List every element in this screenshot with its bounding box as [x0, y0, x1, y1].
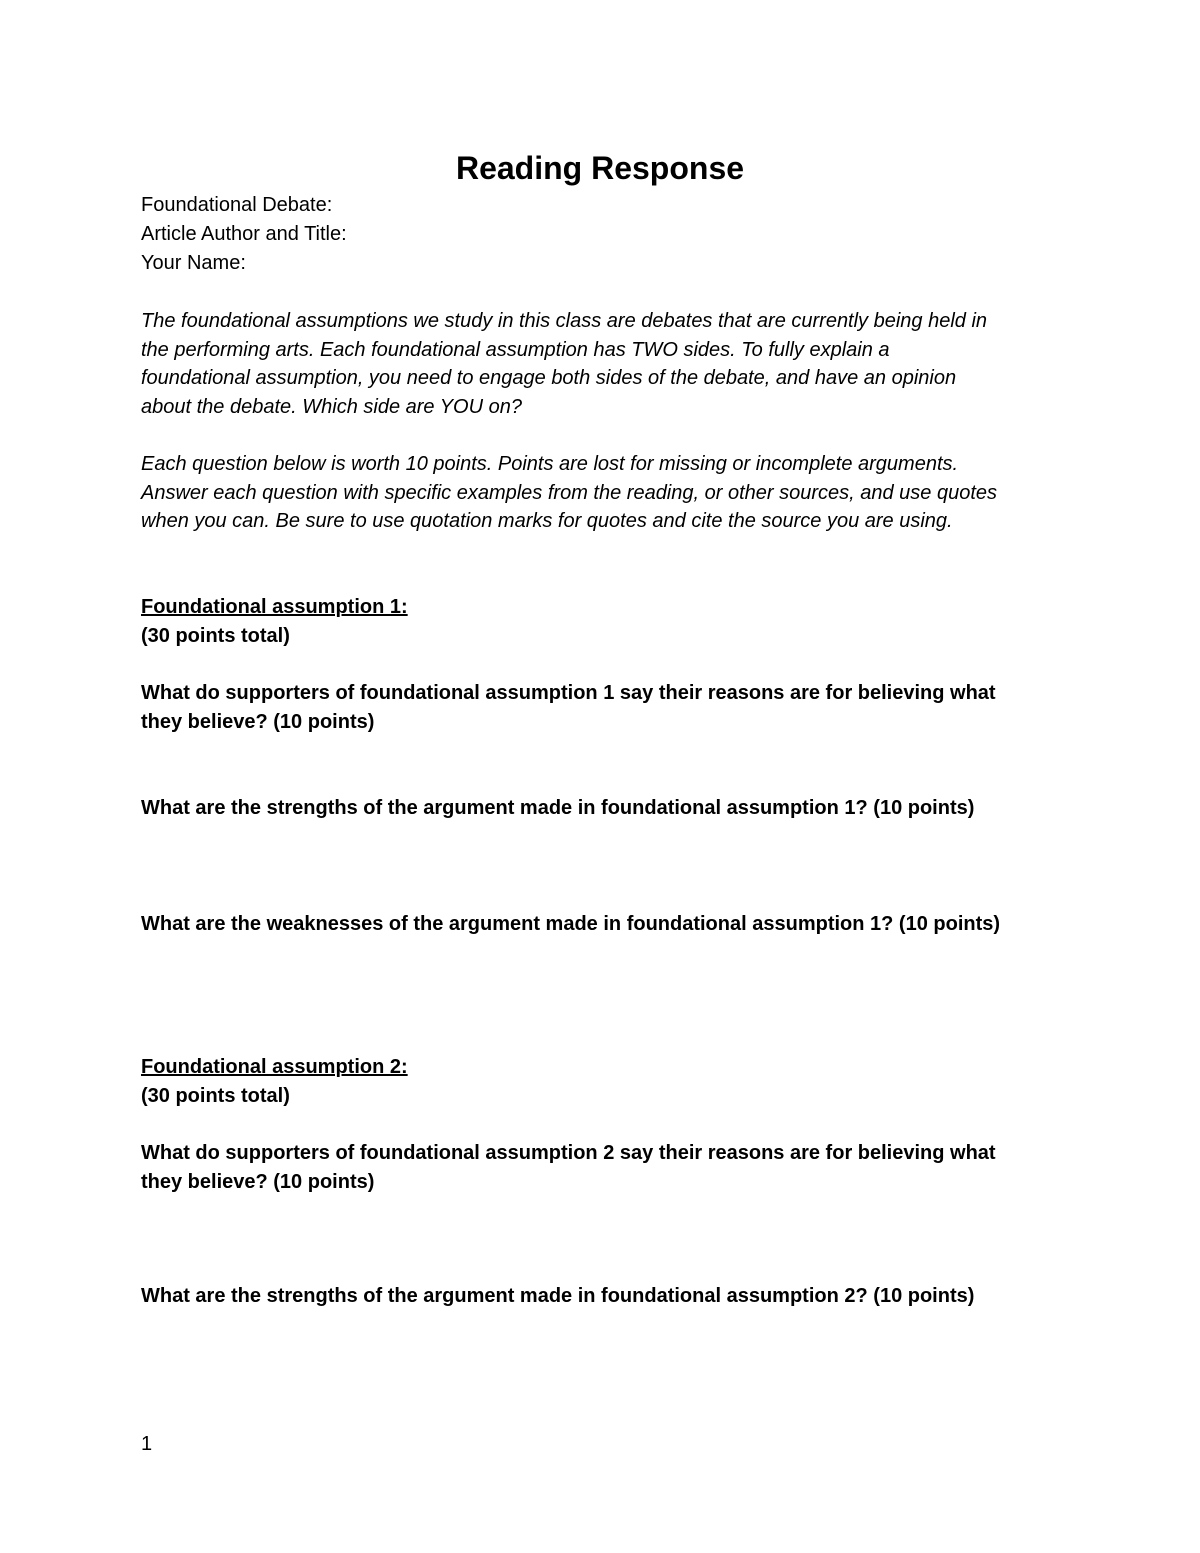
intro-line: the performing arts. Each foundational assumption has TWO sides. To fully explain a [141, 338, 890, 361]
section2-question-strengths [141, 1282, 1066, 1311]
question-line: they believe? (10 points) [141, 1170, 375, 1193]
section1-points-total: (30 points total) [141, 625, 290, 647]
question-line: What are the strengths of the argument made in foundational assumption 1? (10 points) [141, 797, 975, 819]
intro-line: foundational assumption, you need to engage both sides of the debate, and have an opinion [141, 367, 957, 390]
question-line: What are the weaknesses of the argument made in foundational assumption 1? (10 points) [141, 913, 1001, 935]
question-line: they believe? (10 points) [141, 710, 375, 733]
section2-question-supporters [141, 1139, 1066, 1196]
section2-heading: Foundational assumption 2: [141, 1056, 408, 1078]
article-author-title-label: Article Author and Title: [141, 223, 347, 245]
section1-question-supporters [141, 679, 1066, 736]
section1-question-strengths [141, 794, 1066, 823]
page-title: Reading Response [455, 150, 745, 186]
your-name-label: Your Name: [141, 252, 246, 274]
instructions-line: when you can. Be sure to use quotation marks for quotes and cite the source you are using. [141, 510, 953, 533]
instructions-line: Each question below is worth 10 points. Points are lost for missing or incomplete arguments. [141, 453, 959, 475]
instructions-paragraph [141, 450, 1066, 536]
page-number: 1 [141, 1433, 153, 1455]
foundational-debate-label: Foundational Debate: [141, 194, 333, 216]
section2-points-total: (30 points total) [141, 1085, 290, 1107]
intro-line: The foundational assumptions we study in this class are debates that are currently being held in [141, 310, 988, 332]
question-line: What are the strengths of the argument made in foundational assumption 2? (10 points) [141, 1285, 975, 1307]
instructions-line: Answer each question with specific examples from the reading, or other sources, and use quotes [141, 481, 998, 504]
intro-paragraph [141, 307, 1066, 421]
question-line: What do supporters of foundational assumption 1 say their reasons are for believing what [141, 682, 996, 704]
section1-question-weaknesses [141, 910, 1066, 939]
question-line: What do supporters of foundational assumption 2 say their reasons are for believing what [141, 1142, 996, 1164]
intro-line: about the debate. Which side are YOU on? [141, 395, 522, 418]
section1-heading: Foundational assumption 1: [141, 596, 408, 618]
